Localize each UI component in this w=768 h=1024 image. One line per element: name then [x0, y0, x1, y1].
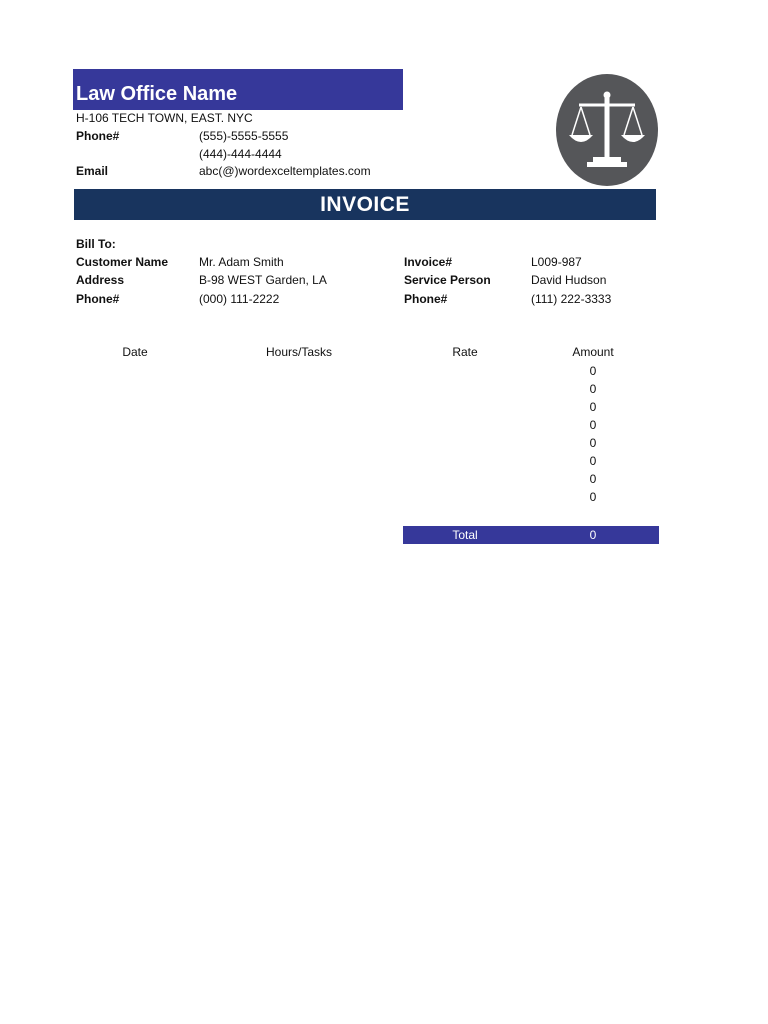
firm-name: Law Office Name [76, 83, 238, 105]
invoice-title: INVOICE [320, 193, 410, 216]
service-phone-value: (111) 222-3333 [531, 292, 612, 306]
column-header-hours-tasks: Hours/Tasks [265, 345, 333, 359]
amount-cell: 0 [589, 454, 597, 468]
firm-phone-label: Phone# [76, 129, 120, 143]
customer-name-value: Mr. Adam Smith [199, 255, 284, 269]
firm-phone-2: (444)-444-4444 [199, 147, 282, 161]
customer-address-label: Address [76, 273, 125, 287]
amount-cell: 0 [589, 364, 597, 378]
service-person-label: Service Person [404, 273, 491, 287]
total-label: Total [452, 528, 478, 542]
firm-phone-1: (555)-5555-5555 [199, 129, 289, 143]
amount-cell: 0 [589, 490, 597, 504]
invoice-number-value: L009-987 [531, 255, 582, 269]
firm-email-label: Email [76, 164, 109, 178]
customer-name-label: Customer Name [76, 255, 169, 269]
customer-phone-label: Phone# [76, 292, 120, 306]
scales-of-justice-icon [555, 73, 659, 187]
service-person-value: David Hudson [531, 273, 607, 287]
total-value: 0 [589, 528, 597, 542]
bill-to-heading: Bill To: [76, 237, 116, 251]
amount-cell: 0 [589, 382, 597, 396]
firm-email: abc(@)wordexceltemplates.com [199, 164, 371, 178]
invoice-number-label: Invoice# [404, 255, 453, 269]
column-header-rate: Rate [452, 345, 478, 359]
customer-address-value: B-98 WEST Garden, LA [199, 273, 327, 287]
column-header-amount: Amount [572, 345, 614, 359]
column-header-date: Date [122, 345, 148, 359]
amount-cell: 0 [589, 418, 597, 432]
customer-phone-value: (000) 111-2222 [199, 292, 280, 306]
amount-cell: 0 [589, 400, 597, 414]
amount-cell: 0 [589, 472, 597, 486]
firm-address: H-106 TECH TOWN, EAST. NYC [76, 111, 253, 125]
amount-cell: 0 [589, 436, 597, 450]
service-phone-label: Phone# [404, 292, 448, 306]
